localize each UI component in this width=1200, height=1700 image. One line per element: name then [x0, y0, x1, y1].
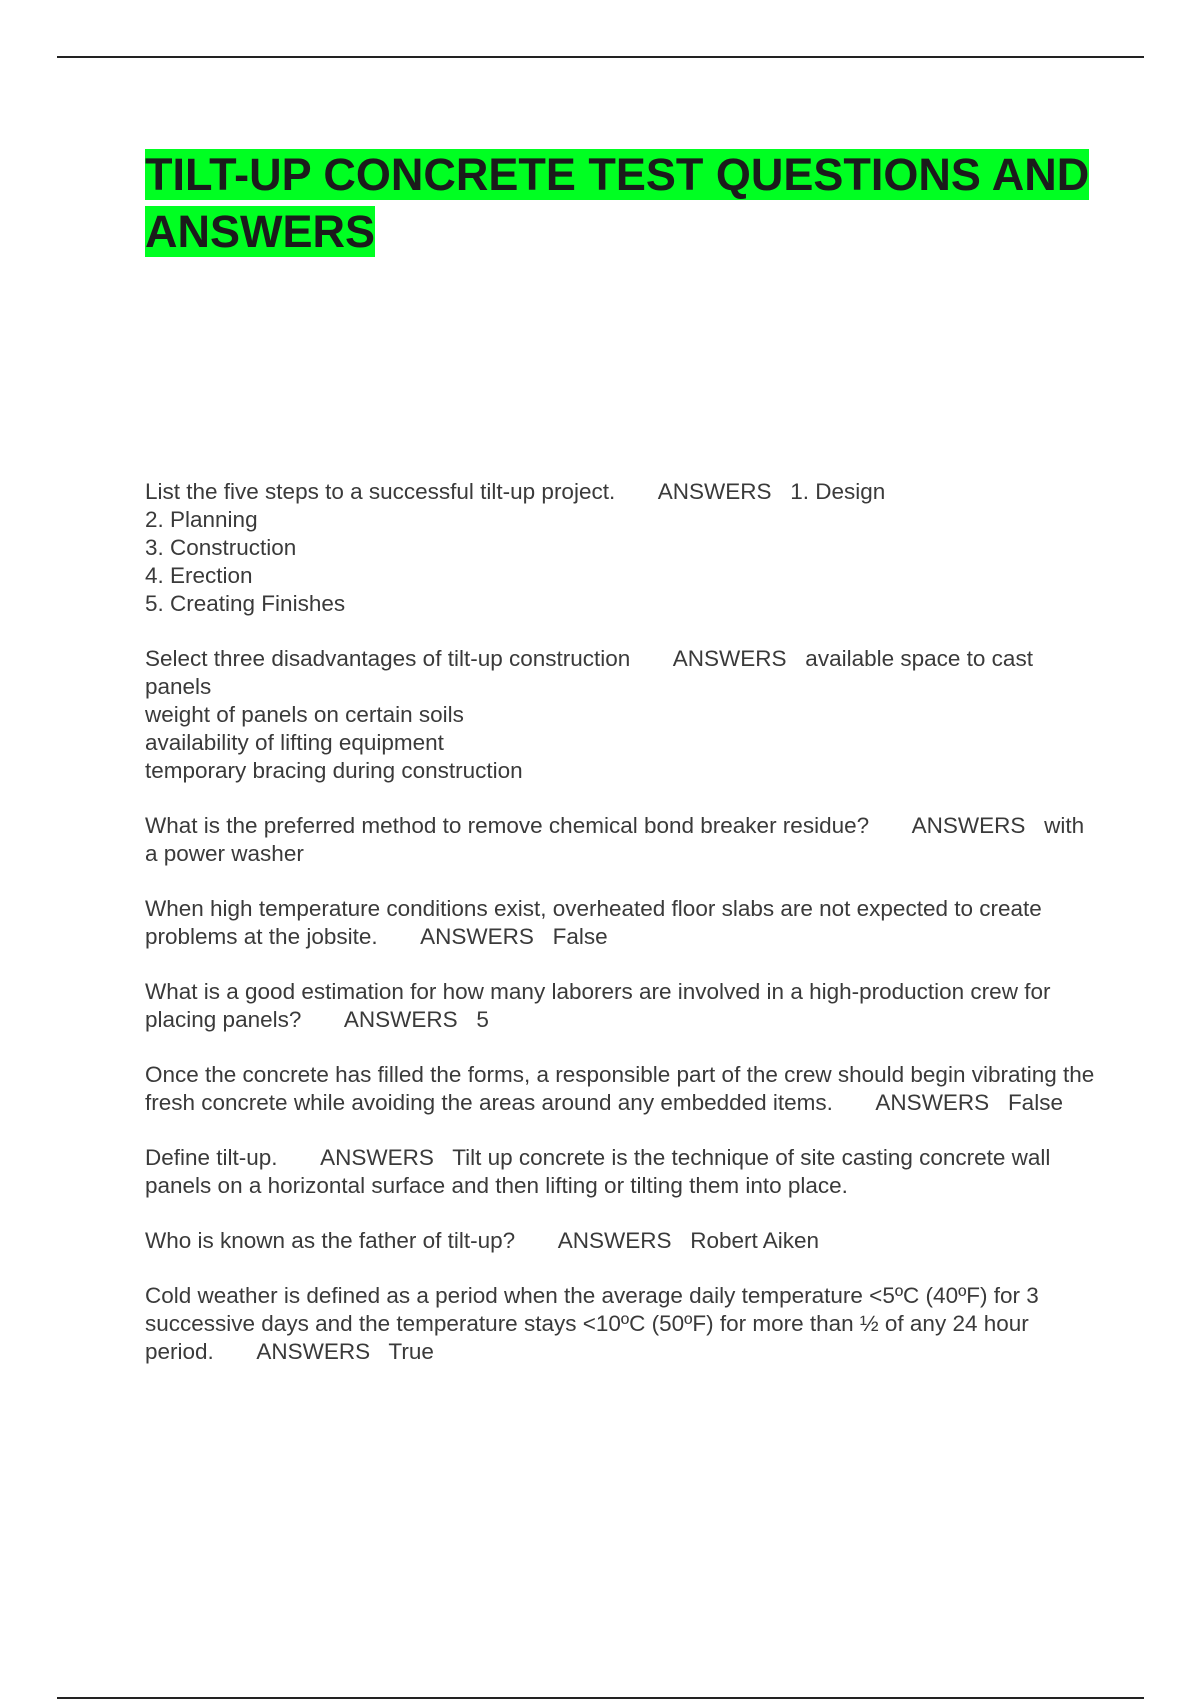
qa-item-define-tilt-up: Define tilt-up. ANSWERS Tilt up concrete is the technique of site casting concrete wall panels on a horizontal surface and then lifting or tilting them into place.: [145, 1145, 1057, 1198]
header-rule: [57, 56, 1144, 58]
qa-item-high-temperature: When high temperature conditions exist, overheated floor slabs are not expected to create problems at the jobsite. ANSWERS False: [145, 896, 1049, 949]
qa-item-bond-breaker: What is the preferred method to remove chemical bond breaker residue? ANSWERS with a power washer: [145, 813, 1091, 866]
document-title: [145, 146, 1095, 260]
qa-item-vibrating: Once the concrete has filled the forms, a responsible part of the crew should begin vibrating the fresh concrete while avoiding the areas around any embedded items. ANSWERS False: [145, 1062, 1101, 1115]
footer-rule: [57, 1697, 1144, 1699]
qa-item-disadvantages: Select three disadvantages of tilt-up construction ANSWERS available space to cast panels weight of panels on certain soils availability of lifting equipment temporary bracing during construction: [145, 646, 1033, 783]
qa-item-laborers: What is a good estimation for how many laborers are involved in a high-production crew for placing panels? ANSWERS 5: [145, 979, 1057, 1032]
qa-list: [145, 478, 1101, 1393]
document-title-text: TILT-UP CONCRETE TEST QUESTIONS AND ANSWERS: [145, 149, 1090, 257]
qa-item-steps: List the five steps to a successful tilt-up project. ANSWERS 1. Design 2. Planning 3. Construction 4. Erection 5. Creating Finishes: [145, 479, 886, 616]
qa-item-cold-weather: Cold weather is defined as a period when the average daily temperature <5ºC (40ºF) for 3 successive days and the temperature stays <10ºC (50ºF) for more than ½ of any 24 hour period. ANSWERS True: [145, 1283, 1046, 1364]
qa-item-father: Who is known as the father of tilt-up? ANSWERS Robert Aiken: [145, 1228, 820, 1253]
